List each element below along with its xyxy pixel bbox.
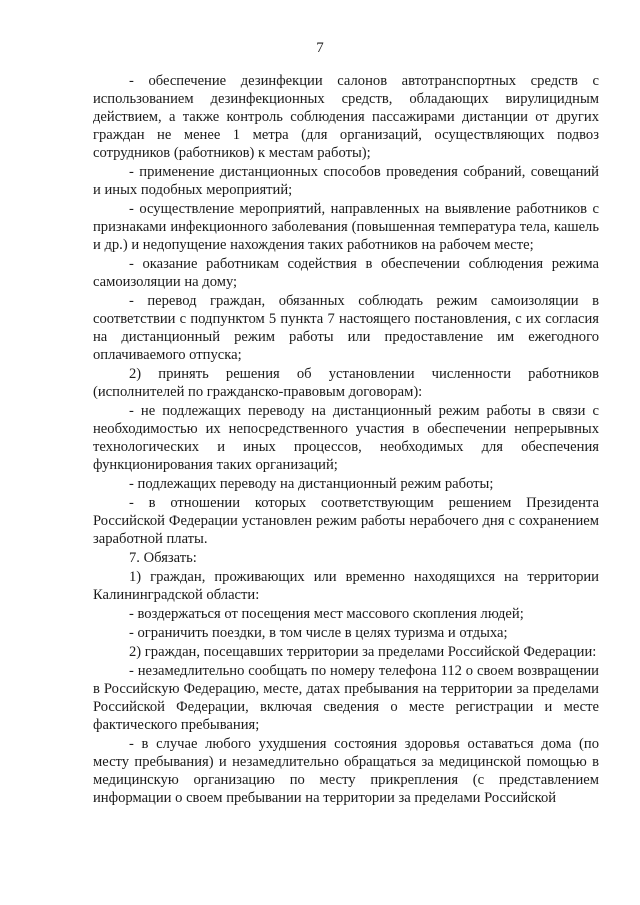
paragraph: - в отношении которых соответствующим решением Президента Российской Федерации установлен режим работы нерабочего дня с сохранением заработной платы. [93, 495, 599, 547]
paragraph: - не подлежащих переводу на дистанционный режим работы в связи с необходимостью их непосредственного участия в обеспечении непрерывных технологических и иных процессов, необходимых для обеспечения функционирования таких организаций; [93, 403, 599, 473]
paragraph: - осуществление мероприятий, направленных на выявление работников с признаками инфекционного заболевания (повышенная температура тела, кашель и др.) и недопущение нахождения таких работников на рабочем месте; [93, 201, 599, 253]
paragraph: - оказание работникам содействия в обеспечении соблюдения режима самоизоляции на дому; [93, 256, 599, 290]
paragraph: - в случае любого ухудшения состояния здоровья оставаться дома (по месту пребывания) и незамедлительно обращаться за медицинской помощью в медицинскую организацию по месту прикрепления (с представлением информации о своем пребывании на территории за пределами Российской [93, 736, 599, 806]
page-number: 7 [316, 40, 324, 56]
document-body [93, 72, 599, 808]
paragraph: 7. Обязать: [129, 550, 197, 566]
paragraph: - незамедлительно сообщать по номеру телефона 112 о своем возвращении в Российскую Федерацию, месте, датах пребывания на территории за пределами Российской Федерации, включая сведения о месте регистрации и месте фактического пребывания; [93, 663, 599, 733]
paragraph: 1) граждан, проживающих или временно находящихся на территории Калининградской области: [93, 569, 599, 603]
paragraph: - применение дистанционных способов проведения собраний, совещаний и иных подобных мероприятий; [93, 164, 599, 198]
paragraph: 2) граждан, посещавших территории за пределами Российской Федерации: [129, 644, 597, 660]
paragraph: - подлежащих переводу на дистанционный режим работы; [129, 476, 494, 492]
paragraph: - обеспечение дезинфекции салонов автотранспортных средств с использованием дезинфекционных средств, обладающих вирулицидным действием, а также контроль соблюдения пассажирами дистанции от других граждан не менее 1 метра (для организаций, осуществляющих подвоз сотрудников (работников) к местам работы); [93, 73, 599, 161]
paragraph: - воздержаться от посещения мест массового скопления людей; [129, 606, 524, 622]
paragraph: 2) принять решения об установлении численности работников (исполнителей по гражданско-правовым договорам): [93, 366, 599, 400]
paragraph: - перевод граждан, обязанных соблюдать режим самоизоляции в соответствии с подпунктом 5 пункта 7 настоящего постановления, с их согласия на дистанционный режим работы или предоставление им ежегодного оплачиваемого отпуска; [93, 293, 599, 363]
paragraph: - ограничить поездки, в том числе в целях туризма и отдыха; [129, 625, 508, 641]
